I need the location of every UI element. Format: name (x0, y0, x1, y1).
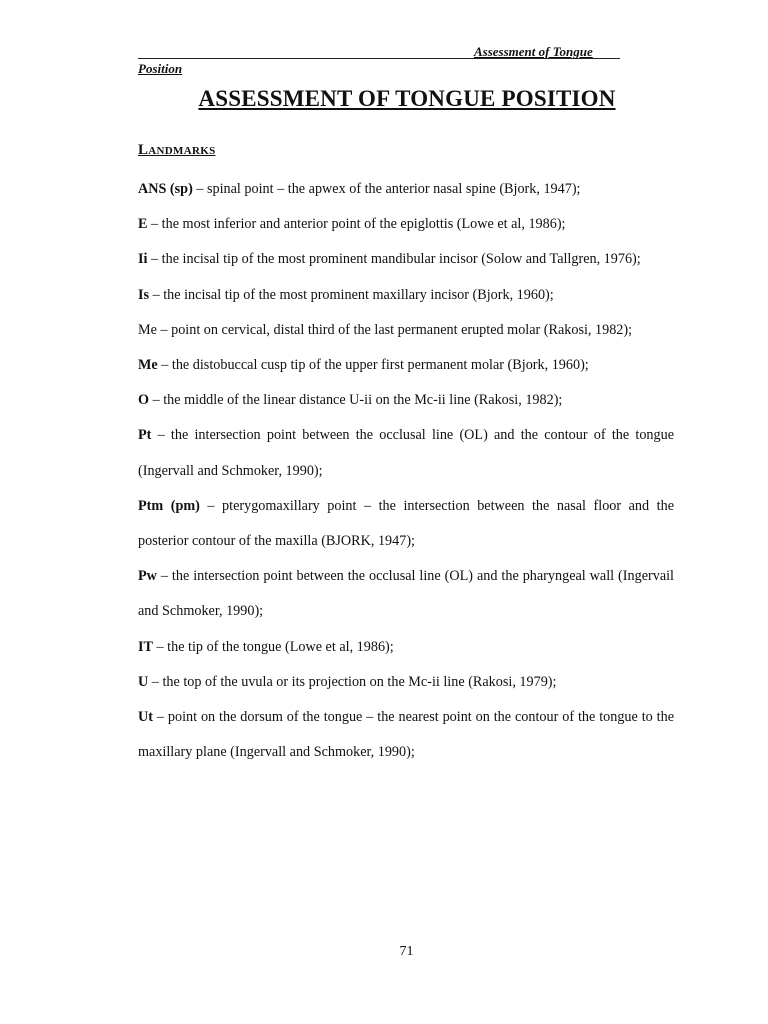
landmark-term: Pw (138, 568, 157, 585)
landmark-definition: – point on the dorsum of the tongue – the nearest point on the contour of the tongue to the maxillary plane (Ingervall and Schmoker, 1990); (138, 709, 674, 761)
landmark-entry (138, 559, 674, 629)
landmark-term: E (138, 216, 148, 233)
landmark-term: Me (138, 357, 158, 374)
landmark-definition: – the incisal tip of the most prominent mandibular incisor (Solow and Tallgren, 1976); (147, 251, 641, 268)
landmark-entry (138, 172, 674, 207)
landmark-entry (138, 630, 674, 665)
landmark-term: O (138, 392, 150, 409)
landmark-term: Ii (138, 251, 148, 268)
landmark-term: Is (138, 286, 150, 303)
landmark-definition: – the incisal tip of the most prominent maxillary incisor (Bjork, 1960); (149, 286, 554, 303)
landmark-definition: – the distobuccal cusp tip of the upper first permanent molar (Bjork, 1960); (157, 357, 589, 374)
landmark-term: Pt (138, 427, 152, 444)
landmark-definition: – spinal point – the apwex of the anterior nasal spine (Bjork, 1947); (192, 181, 581, 197)
page-title: ASSESSMENT OF TONGUE POSITION (198, 86, 616, 111)
landmarks-list (138, 172, 674, 770)
landmark-entry (138, 418, 674, 488)
landmark-entry (138, 313, 674, 348)
landmark-entry (138, 242, 674, 277)
landmark-entry (138, 700, 674, 770)
running-header-line2: Position (138, 61, 183, 76)
landmark-entry (138, 665, 674, 700)
landmark-definition: – the intersection point between the occlusal line (OL) and the contour of the tongue (Ingervall and Schmoker, 1990); (138, 427, 674, 479)
landmark-definition: – pterygomaxillary point – the intersection between the nasal floor and the posterior contour of the maxilla (BJORK, 1947); (138, 497, 674, 550)
running-header-line1: Assessment of Tongue (474, 44, 593, 59)
landmark-definition: – the tip of the tongue (Lowe et al, 1986); (152, 638, 394, 655)
landmark-entry (138, 489, 674, 559)
landmark-term: Ut (138, 709, 153, 726)
landmark-definition: – the most inferior and anterior point of the epiglottis (Lowe et al, 1986); (147, 216, 566, 233)
landmark-definition: – the middle of the linear distance U-ii on the Mc-ii line (Rakosi, 1982); (149, 392, 563, 409)
landmark-term: U (138, 673, 149, 690)
landmark-entry (138, 278, 674, 313)
landmark-definition: – the intersection point between the occlusal line (OL) and the pharyngeal wall (Ingervail and Schmoker, 1990); (138, 568, 674, 620)
landmark-term: IT (138, 638, 153, 655)
landmark-term: Ptm (pm) (138, 497, 200, 514)
landmark-entry (138, 348, 674, 383)
landmark-entry (138, 207, 674, 242)
section-heading: Landmarks (138, 142, 216, 158)
landmark-entry (138, 383, 674, 418)
landmark-definition: Me – point on cervical, distal third of the last permanent erupted molar (Rakosi, 1982); (138, 321, 633, 338)
landmark-definition: – the top of the uvula or its projection on the Mc-ii line (Rakosi, 1979); (148, 673, 557, 690)
landmark-term: ANS (sp) (138, 181, 193, 197)
page-number: 71 (399, 944, 414, 959)
